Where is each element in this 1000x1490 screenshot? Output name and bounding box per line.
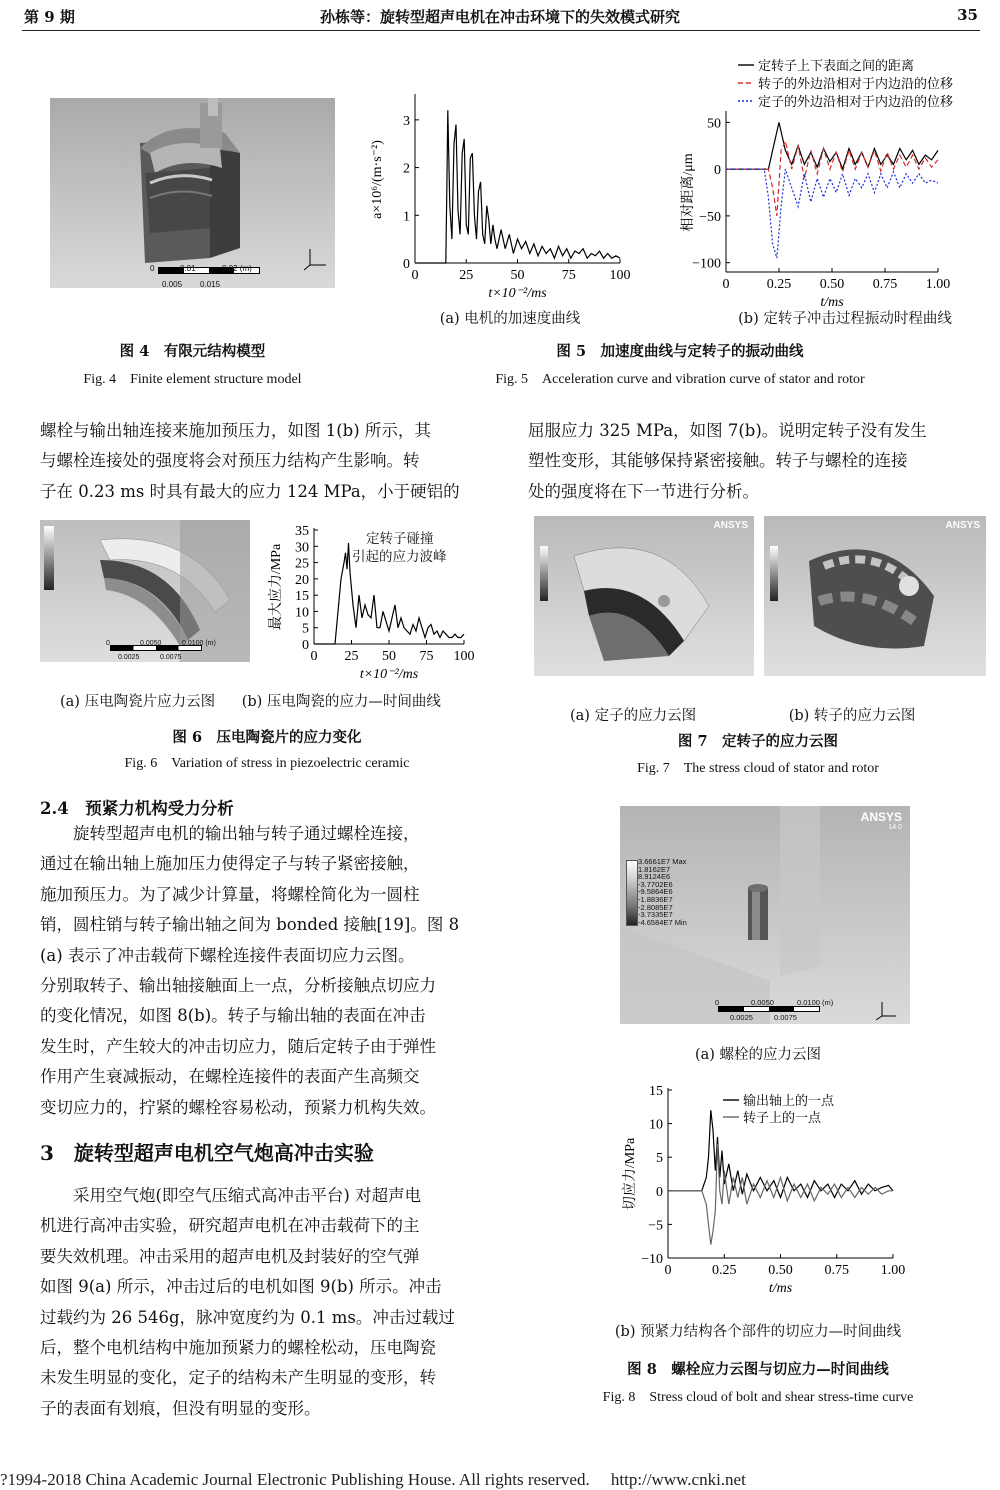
- fig8a-legend-value: -3.7335E7: [638, 910, 673, 920]
- text-line: 处的强度将在下一节进行分析。: [528, 481, 759, 501]
- x-tick-label: 100: [609, 268, 631, 283]
- text-line: 销，圆柱销与转子输出轴之间为 bonded 接触[19]。图 8: [40, 915, 460, 935]
- fig8a-scale-tick: 0.0100 (m): [797, 998, 834, 1007]
- fig4-scale-tick: 0: [150, 264, 155, 273]
- fig4-scale-tick: 0.02 (m): [222, 264, 252, 273]
- text-line: (a) 表示了冲击载荷下螺栓连接件表面切应力云图。: [40, 945, 415, 965]
- x-axis-label: t×10⁻²/ms: [488, 286, 547, 301]
- text-line: 采用空气炮(即空气压缩式高冲击平台) 对超声电: [73, 1186, 422, 1205]
- fig6a-legend-bar: [44, 526, 54, 590]
- y-tick-label: 5: [656, 1151, 663, 1167]
- text-line: 作用产生衰减振动，在螺栓连接件的表面产生高频交: [40, 1067, 420, 1087]
- fig8a-ansys-logo: ANSYS: [860, 810, 902, 824]
- text-line: 未发生明显的变化，定子的结构未产生明显的变形，转: [40, 1368, 436, 1388]
- fig7b-image: [764, 516, 986, 676]
- text-line: 与螺栓连接处的强度将会对预压力结构产生影响。转: [40, 451, 420, 471]
- y-tick-label: 35: [295, 524, 309, 539]
- fig4-model-drawing: [50, 98, 335, 288]
- footer-copyright: ?1994-2018 China Academic Journal Electronic Publishing House. All rights reserved. http://www.cnki.net: [0, 1470, 746, 1489]
- fig8a-legend-value: 1.8162E7: [638, 864, 671, 874]
- text-line: 螺栓与输出轴连接来施加预压力，如图 1(b) 所示，其: [40, 421, 431, 440]
- fig7a-legend-bar: [540, 546, 548, 601]
- x-axis-label: t×10⁻²/ms: [359, 667, 419, 681]
- fig6a-subcaption: (a) 压电陶瓷片应力云图: [60, 694, 216, 710]
- header-rule: [22, 30, 980, 31]
- fig7-caption-en: Fig. 7 The stress cloud of stator and rotor: [637, 761, 879, 776]
- header-page: 35: [957, 6, 978, 24]
- x-tick-label: 50: [510, 268, 525, 283]
- x-tick-label: 1.00: [925, 277, 951, 292]
- text-line: 分别取转子、输出轴接触面上一点，分析接触点切应力: [40, 976, 436, 996]
- section-heading-3: 3 旋转型超声电机空气炮高冲击实验: [40, 1141, 374, 1165]
- text-line: 发生时，产生较大的冲击切应力，随后定转子由于弹性: [40, 1036, 436, 1056]
- fig5a-chart: [360, 88, 660, 308]
- y-tick-label: 15: [649, 1084, 663, 1099]
- y-tick-label: 25: [295, 556, 309, 572]
- y-tick-label: 10: [295, 605, 309, 621]
- text-line: 后，整个电机结构中施加预紧力的螺栓松动，压电陶瓷: [40, 1338, 436, 1358]
- fig7a-image: [534, 516, 754, 676]
- y-axis-label: 最大应力/MPa: [269, 543, 284, 631]
- fig5-caption-en: Fig. 5 Acceleration curve and vibration curve of stator and rotor: [495, 372, 865, 387]
- fig8a-legend-value: -3.7702E6: [638, 879, 673, 889]
- fig6a-scale-tick: 0.0025: [118, 654, 140, 661]
- x-tick-label: 0.25: [712, 1263, 737, 1278]
- fig8b-subcaption: (b) 预紧力结构各个部件的切应力—时间曲线: [614, 1324, 902, 1340]
- x-tick-label: 0.50: [768, 1263, 793, 1278]
- fig5b-chart: [668, 55, 988, 310]
- fig8a-legend: [638, 858, 687, 926]
- fig8-caption-cn: 图 8 螺栓应力云图与切应力—时间曲线: [627, 1361, 889, 1378]
- x-tick-label: 50: [382, 649, 396, 664]
- y-tick-label: −10: [641, 1252, 663, 1267]
- x-tick-label: 75: [419, 649, 434, 664]
- fig8a-scale-tick: 0.0050: [751, 998, 774, 1007]
- paragraph-3: [40, 1181, 494, 1424]
- fig8-caption-en: Fig. 8 Stress cloud of bolt and shear stress-time curve: [602, 1390, 914, 1405]
- fig4-caption-cn: 图 4 有限元结构模型: [119, 343, 266, 360]
- x-tick-label: 25: [459, 268, 474, 283]
- fig5a-subcaption: (a) 电机的加速度曲线: [439, 311, 581, 327]
- y-tick-label: 0: [403, 257, 410, 272]
- fig7b-ansys-logo: ANSYS: [945, 520, 980, 531]
- fig6a-image: [40, 520, 250, 662]
- fig6b-annotation-line: 引起的应力波峰: [352, 549, 447, 565]
- fig8a-ansys-version: 14.0: [888, 824, 902, 831]
- fig4-scale-tick: 0.005: [162, 280, 183, 289]
- y-tick-label: 10: [649, 1117, 663, 1133]
- fig6-caption-cn: 图 6 压电陶瓷片的应力变化: [172, 729, 362, 746]
- legend-label: 转子上的一点: [743, 1110, 822, 1125]
- text-line: 过载约为 26 546g，脉冲宽度约为 0.1 ms。冲击过载过: [40, 1307, 455, 1327]
- fig8a-subcaption: (a) 螺栓的应力云图: [694, 1047, 822, 1063]
- fig8a-scale-tick: 0: [715, 998, 720, 1007]
- fig7b-subcaption: (b) 转子的应力云图: [788, 708, 916, 724]
- x-tick-label: 100: [453, 649, 475, 664]
- header-title: 孙栋等：旋转型超声电机在冲击环境下的失效模式研究: [319, 8, 680, 26]
- y-tick-label: −50: [699, 209, 721, 225]
- fig4-axes-triad-icon: [302, 243, 332, 273]
- fig8a-image: [620, 806, 910, 1024]
- x-tick-label: 0.50: [819, 277, 845, 292]
- y-tick-label: 1: [403, 209, 410, 225]
- header-issue: 第 9 期: [24, 8, 75, 26]
- fig5-caption-cn: 图 5 加速度曲线与定转子的振动曲线: [556, 343, 804, 360]
- fig8a-scale-tick: 0.0075: [774, 1013, 797, 1022]
- y-tick-label: 30: [295, 540, 309, 556]
- fig4-scale-tick: 0.01: [180, 264, 196, 273]
- text-line: 如图 9(a) 所示，冲击过后的电机如图 9(b) 所示。冲击: [40, 1277, 442, 1297]
- y-tick-label: −5: [648, 1218, 663, 1234]
- fig6-caption-en: Fig. 6 Variation of stress in piezoelectric ceramic: [124, 756, 410, 771]
- fig6b-annotation-line: 定转子碰撞: [366, 531, 434, 547]
- x-tick-label: 0.75: [872, 277, 898, 292]
- section-heading-2-4: 2.4 预紧力机构受力分析: [40, 799, 234, 818]
- text-line: 变切应力的，拧紧的螺栓容易松动，预紧力机构失效。: [40, 1097, 436, 1117]
- fig4-caption-en: Fig. 4 Finite element structure model: [83, 372, 302, 387]
- fig6b-annotation: [352, 530, 447, 566]
- legend-label: 输出轴上的一点: [743, 1093, 835, 1108]
- x-tick-label: 0: [411, 268, 419, 283]
- fig8b-chart: [608, 1078, 928, 1303]
- fig8a-legend-value: -1.8836E7: [638, 894, 673, 904]
- fig8a-legend-value: 8.9124E6: [638, 872, 671, 882]
- series-line: [415, 110, 620, 263]
- series-line: [668, 1144, 893, 1245]
- legend-label: 转子的外边沿相对于内边沿的位移: [758, 76, 954, 91]
- fig8a-legend-value: -2.8085E7: [638, 902, 673, 912]
- y-axis-label: 相对距离/μm: [681, 153, 696, 232]
- y-tick-label: 0: [302, 638, 309, 653]
- y-tick-label: 15: [295, 589, 309, 605]
- fig7a-subcaption: (a) 定子的应力云图: [570, 708, 697, 724]
- y-axis-label: a×10⁶/(m·s⁻²): [370, 140, 385, 219]
- x-tick-label: 0: [310, 649, 318, 664]
- series-line: [726, 141, 938, 216]
- x-tick-label: 1.00: [880, 1263, 906, 1278]
- x-tick-label: 75: [561, 268, 576, 283]
- fig8a-scale-tick: 0.0025: [730, 1013, 753, 1022]
- x-tick-label: 0: [722, 277, 730, 292]
- fig4-scale-tick: 0.015: [200, 280, 221, 289]
- fig7a-stress-cloud: [534, 516, 754, 676]
- fig6a-scale-tick: 0: [106, 640, 110, 647]
- y-tick-label: 50: [707, 116, 721, 132]
- legend-label: 定转子上下表面之间的距离: [758, 58, 915, 73]
- fig6a-scale-tick: 0.0050: [140, 640, 162, 647]
- paragraph-right-top: [528, 416, 986, 507]
- fig6b-subcaption: (b) 压电陶瓷的应力—时间曲线: [241, 694, 441, 710]
- fig8a-legend-value: 3.6661E7 Max: [638, 857, 687, 866]
- fig7a-ansys-logo: ANSYS: [713, 520, 748, 531]
- fig6-subcaptions: [40, 690, 500, 711]
- text-line: 子在 0.23 ms 时具有最大的应力 124 MPa，小于硬铝的: [40, 481, 460, 501]
- y-tick-label: 2: [403, 161, 410, 177]
- y-tick-label: 3: [403, 113, 410, 129]
- fig8a-axes-triad-icon: [872, 998, 902, 1022]
- y-axis-label: 切应力/MPa: [623, 1137, 638, 1211]
- text-line: 塑性变形，其能够保持紧密接触。转子与螺栓的连接: [528, 451, 908, 471]
- fig5b-subcaption: (b) 定转子冲击过程振动时程曲线: [738, 311, 952, 327]
- y-tick-label: 0: [714, 163, 721, 179]
- text-line: 通过在输出轴上施加压力使得定子与转子紧密接触，: [40, 854, 420, 874]
- text-line: 的变化情况，如图 8(b)。转子与输出轴的表面在冲击: [40, 1006, 426, 1026]
- paragraph-2-4: [40, 819, 494, 1123]
- text-line: 屈服应力 325 MPa，如图 7(b)。说明定转子没有发生: [528, 421, 927, 440]
- x-axis-label: t/ms: [768, 1281, 793, 1296]
- y-tick-label: 20: [295, 572, 309, 588]
- fig6a-scale-tick: 0.0100 (m): [182, 640, 216, 647]
- x-tick-label: 0.75: [824, 1263, 849, 1278]
- fig7-caption-cn: 图 7 定转子的应力云图: [677, 733, 839, 750]
- series-line: [726, 169, 938, 258]
- fig8a-legend-value: -4.6584E7 Min: [638, 917, 687, 927]
- fig8a-legend-value: -9.5864E6: [638, 887, 673, 897]
- fig7-subcaptions: [528, 704, 988, 725]
- x-tick-label: 25: [344, 649, 359, 664]
- text-line: 要失效机理。冲击采用的超声电机及封装好的空气弹: [40, 1246, 420, 1266]
- text-line: 旋转型超声电机的输出轴与转子通过螺栓连接，: [73, 824, 420, 843]
- text-line: 施加预压力。为了减少计算量，将螺栓简化为一圆柱: [40, 884, 420, 904]
- fig7b-legend-bar: [770, 546, 778, 601]
- x-tick-label: 0.25: [766, 277, 792, 292]
- fig4-image: [50, 98, 335, 288]
- x-tick-label: 0: [664, 1263, 672, 1278]
- legend-label: 定子的外边沿相对于内边沿的位移: [758, 94, 954, 109]
- text-line: 机进行高冲击实验，研究超声电机在冲击载荷下的主: [40, 1216, 420, 1236]
- fig6a-scale-tick: 0.0075: [160, 654, 182, 661]
- y-tick-label: 0: [656, 1184, 663, 1200]
- fig8a-legend-bar: [626, 860, 638, 926]
- y-tick-label: −100: [692, 256, 721, 272]
- paragraph-left-top: [40, 416, 494, 507]
- y-tick-label: 5: [302, 621, 309, 637]
- x-axis-label: t/ms: [820, 295, 844, 310]
- text-line: 子的表面有划痕，但没有明显的变形。: [40, 1398, 321, 1418]
- fig7b-stress-cloud: [764, 516, 986, 676]
